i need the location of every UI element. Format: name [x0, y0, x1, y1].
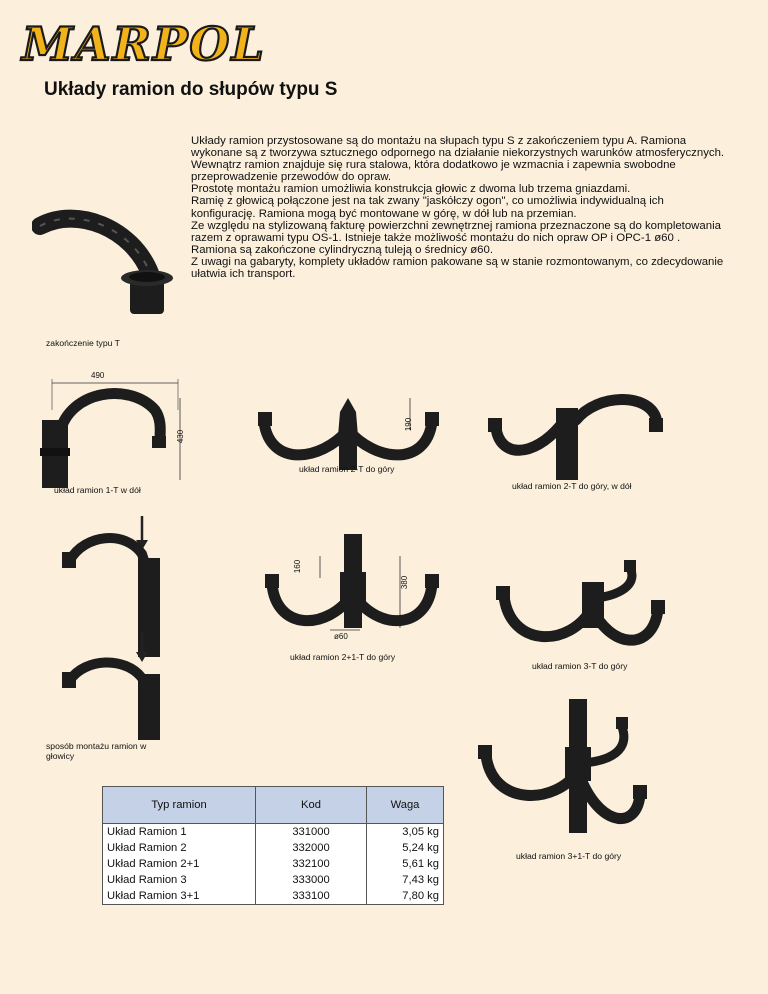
cell-code: 331000	[256, 824, 367, 841]
description-paragraph: Prostotę montażu ramion umożliwia konstrukcja głowic z dwoma lub trzema gniazdami.	[191, 183, 631, 196]
description-paragraph: Ramiona są zakończone cylindryczną tuleją o średnicy ø60.	[191, 243, 494, 256]
dim-430: 430	[176, 429, 186, 444]
table-row	[103, 888, 444, 905]
caption-arm-2t-up: układ ramion 2-T do góry	[299, 464, 395, 474]
cell-weight: 3,05 kg	[367, 824, 444, 841]
cell-weight: 7,80 kg	[367, 888, 444, 905]
description-paragraph: Z uwagi na gabaryty, komplety układów ramion pakowane są w stanie rozmontowanym, co zdecydowanie ułatwia ich transport.	[191, 255, 724, 281]
description-paragraph: Układy ramion przystosowane są do montażu na słupach typu S z zakończeniem typu A. Ramiona wykonane są z tworzywa sztucznego odpornego na działanie niekorzystnych warunków atmosferycznych.	[191, 135, 725, 160]
cell-type: Układ Ramion 3+1	[103, 888, 256, 905]
dim-380: 380	[400, 575, 410, 590]
caption-arm-3t-up: układ ramion 3-T do góry	[532, 661, 628, 671]
cell-weight: 5,61 kg	[367, 856, 444, 872]
table-row	[103, 840, 444, 856]
caption-end-type-t: zakończenie typu T	[46, 338, 120, 348]
end-type-t-image	[32, 208, 182, 328]
table-header-row	[103, 787, 444, 824]
description-paragraph: Ze względu na stylizowaną fakturę powierzchni zewnętrznej ramiona przeznaczone są do kompletowania razem z oprawami typu OS-1. Istnieje także możliwość montażu do nich opraw OP i OPC-1 ø60 .	[191, 219, 721, 244]
dim-d60: ø60	[334, 632, 348, 641]
table-row	[103, 824, 444, 841]
cell-weight: 5,24 kg	[367, 840, 444, 856]
dim-190: 190	[404, 417, 414, 432]
caption-arm-1t-down: układ ramion 1-T w dół	[54, 485, 141, 495]
arm-1t-image	[30, 370, 195, 500]
caption-arm-2t-up-down: układ ramion 2-T do góry, w dół	[512, 481, 632, 491]
cell-type: Układ Ramion 2	[103, 840, 256, 856]
caption-mounting: sposób montażu ramion w głowicy	[46, 741, 147, 761]
cell-code: 332100	[256, 856, 367, 872]
spec-table	[102, 786, 444, 905]
table-row	[103, 872, 444, 888]
arm-2p1t-up-image	[258, 532, 448, 647]
dim-490: 490	[91, 371, 105, 380]
header-type: Typ ramion	[103, 787, 256, 824]
arm-2t-up-down-image	[478, 388, 668, 483]
arm-2t-up-image	[250, 392, 445, 472]
cell-code: 332000	[256, 840, 367, 856]
arm-3t-up-image	[490, 548, 670, 663]
logo-text: MARPOL	[22, 17, 266, 71]
cell-type: Układ Ramion 2+1	[103, 856, 256, 872]
mounting-image-2	[45, 628, 180, 743]
caption-arm-3p1t-up: układ ramion 3+1-T do góry	[516, 851, 622, 861]
arm-3p1t-up-image	[470, 695, 650, 840]
header-weight: Waga	[367, 787, 444, 824]
description-paragraph: Wewnątrz ramion znajduje się rura stalowa, która dodatkowo je wzmacnia i zapewnia swobodne przeprowadzenie przewodów do opraw.	[191, 159, 676, 184]
description-paragraph: Ramię z głowicą połączone jest na tak zwany "jaskółczy ogon", co umożliwia indywidualną ich konfigurację. Ramiona mogą być montowane w górę, w dół lub na przemian.	[191, 195, 664, 220]
header-code: Kod	[256, 787, 367, 824]
caption-arm-2p1t-up: układ ramion 2+1-T do góry	[290, 652, 396, 662]
table-row	[103, 856, 444, 872]
cell-code: 333100	[256, 888, 367, 905]
cell-type: Układ Ramion 1	[103, 824, 256, 841]
cell-type: Układ Ramion 3	[103, 872, 256, 888]
cell-code: 333000	[256, 872, 367, 888]
page-title: Układy ramion do słupów typu S	[44, 79, 338, 100]
marpol-logo	[18, 14, 278, 74]
description	[191, 135, 731, 280]
cell-weight: 7,43 kg	[367, 872, 444, 888]
dim-160: 160	[293, 559, 303, 574]
